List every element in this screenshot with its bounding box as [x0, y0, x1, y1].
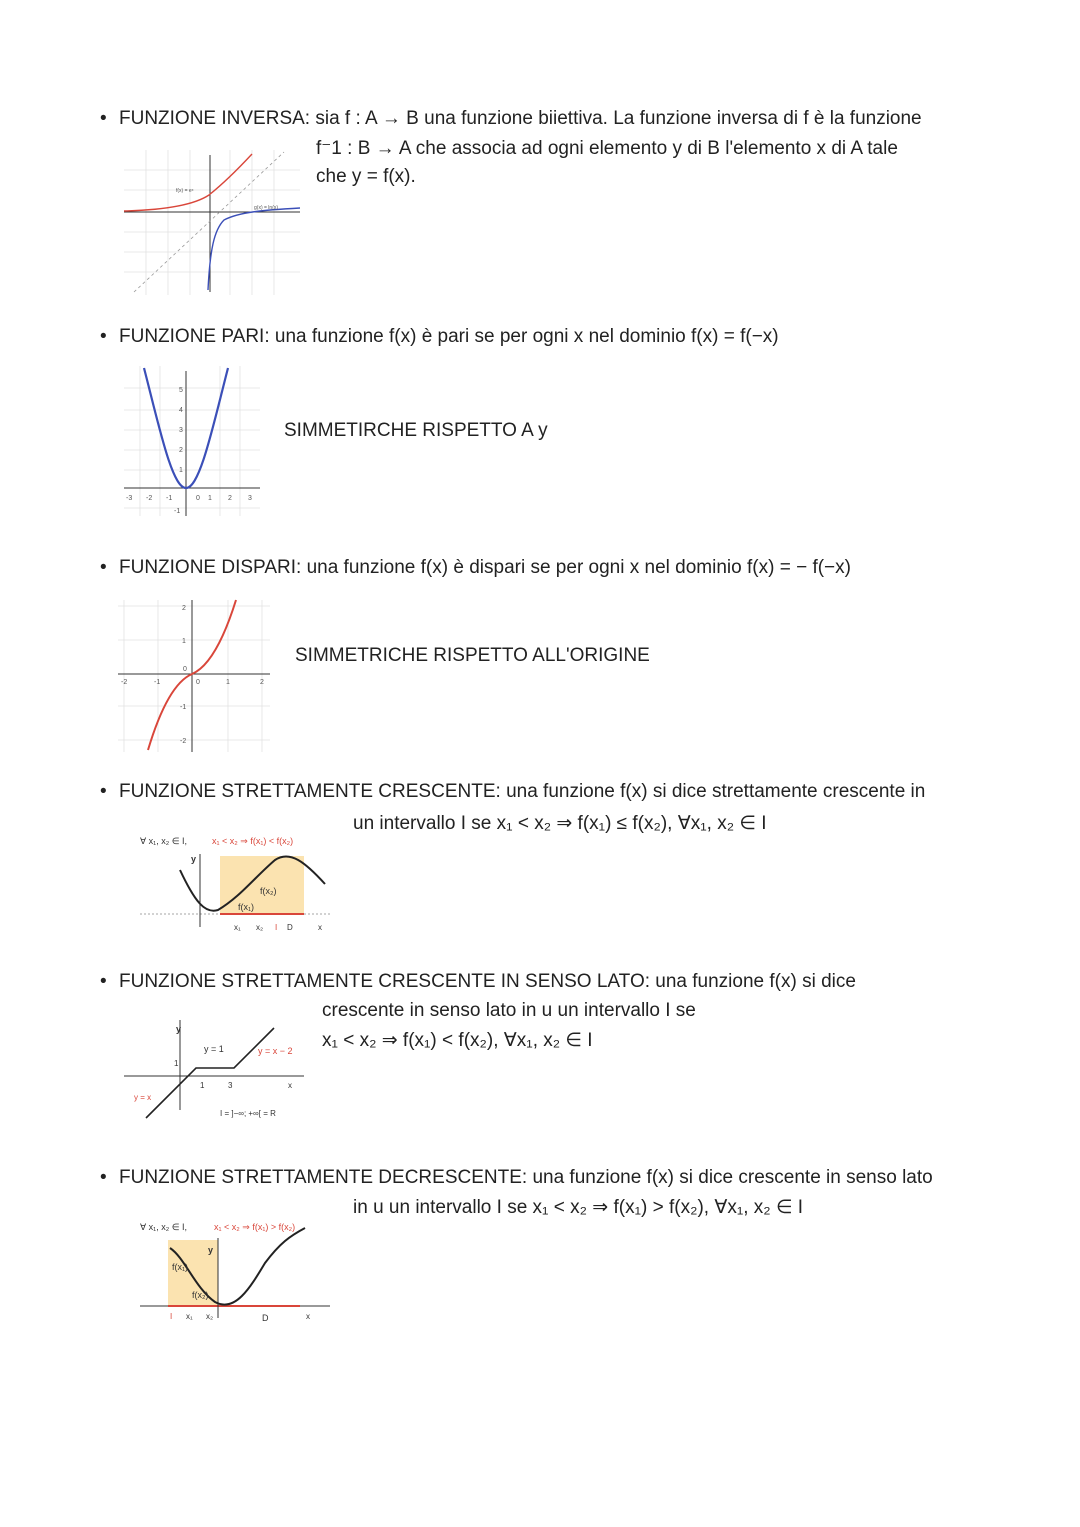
section-senso-lato-line-1	[119, 971, 856, 993]
section-title: FUNZIONE DISPARI:	[119, 557, 302, 578]
tick-label: 1	[226, 679, 230, 686]
tick-label: -2	[180, 738, 187, 745]
graph-label: x₁	[186, 1312, 193, 1321]
section-title: FUNZIONE STRETTAMENTE CRESCENTE:	[119, 781, 501, 802]
bullet: •	[100, 557, 107, 578]
tick-label: -3	[126, 495, 133, 502]
definition-text: x₁ < x₂ ⇒ f(x₁) < f(x₂), ∀x₁, x₂ ∈ I	[322, 1030, 593, 1051]
section-title: FUNZIONE PARI:	[119, 326, 270, 347]
graph-label: I = ]−∞; +∞[ = R	[220, 1109, 276, 1118]
section-decrescente-line-1	[119, 1167, 933, 1189]
definition-text: crescente in senso lato in u un intervallo I se	[322, 1000, 696, 1021]
tick-label: -1	[166, 495, 173, 502]
graph-label: f(x₂)	[260, 886, 277, 896]
definition-text: in u un intervallo I se x₁ < x₂ ⇒ f(x₁) > f(x₂), ∀x₁, x₂ ∈ I	[353, 1197, 804, 1218]
graph-label: f(x₂)	[192, 1290, 209, 1300]
tick-label: 1	[200, 1081, 205, 1090]
symmetry-caption: SIMMETIRCHE RISPETTO A y	[284, 420, 548, 441]
axis-label: y	[208, 1245, 214, 1255]
tick-label: 1	[208, 495, 212, 502]
definition-text: una funzione f(x) si dice	[655, 971, 856, 992]
graph-label: y = x − 2	[258, 1046, 293, 1056]
tick-label: 5	[179, 387, 183, 394]
axis-label: y	[176, 1024, 182, 1034]
graph-label: I	[275, 923, 278, 932]
graph-label: f(x₁)	[238, 902, 255, 912]
definition-text: una funzione f(x) si dice strettamente crescente in	[506, 781, 926, 802]
nondecreasing-function-graph	[124, 1020, 314, 1125]
graph-label: x₁ < x₂ ⇒ f(x₁) > f(x₂)	[214, 1222, 296, 1232]
graph-label: y = x	[134, 1093, 152, 1102]
bullet: •	[100, 326, 107, 347]
tick-label: -1	[174, 508, 181, 515]
tick-label: 0	[183, 666, 187, 673]
section-inversa-line-1	[119, 108, 922, 130]
increasing-function-graph	[140, 832, 340, 940]
definition-text: un intervallo I se x₁ < x₂ ⇒ f(x₁) ≤ f(x₂), ∀x₁, x₂ ∈ I	[353, 813, 767, 834]
axis-label: x	[288, 1081, 292, 1090]
graph-label: ∀ x₁, x₂ ∈ I,	[140, 836, 188, 846]
even-function-graph	[124, 366, 260, 516]
section-title: FUNZIONE STRETTAMENTE CRESCENTE IN SENSO LATO:	[119, 971, 650, 992]
tick-label: -2	[121, 679, 128, 686]
axis-label: x	[306, 1312, 310, 1321]
tick-label: 3	[179, 427, 183, 434]
tick-label: 1	[174, 1059, 179, 1068]
graph-label: x₂	[256, 923, 264, 932]
graph-label: x₁	[234, 923, 241, 932]
definition-text: una funzione f(x) si dice crescente in senso lato	[532, 1167, 933, 1188]
bullet: •	[100, 971, 107, 992]
definition-text: f⁻1 : B → A che associa ad ogni elemento y di B l'elemento x di A tale	[316, 138, 898, 159]
graph-label: y = 1	[204, 1044, 224, 1054]
tick-label: 0	[196, 495, 200, 502]
axis-label: x	[318, 923, 322, 932]
symmetry-caption: SIMMETRICHE RISPETTO ALL'ORIGINE	[295, 645, 650, 666]
graph-label: D	[262, 1313, 269, 1323]
axis-label: y	[191, 854, 197, 864]
tick-label: -2	[146, 495, 153, 502]
tick-label: -1	[154, 679, 161, 686]
section-pari-line	[119, 326, 779, 348]
graph-label: f(x₁)	[172, 1262, 189, 1272]
definition-text: sia f : A → B una funzione biiettiva. La funzione inversa di f è la funzione	[315, 108, 922, 129]
definition-text: una funzione f(x) è dispari se per ogni x nel dominio f(x) = − f(−x)	[306, 557, 851, 578]
bullet: •	[100, 108, 107, 129]
tick-label: 3	[228, 1081, 233, 1090]
tick-label: 2	[228, 495, 232, 502]
odd-function-graph	[118, 600, 270, 752]
tick-label: 0	[196, 679, 200, 686]
graph-label: x₁ < x₂ ⇒ f(x₁) < f(x₂)	[212, 836, 294, 846]
bullet: •	[100, 781, 107, 802]
inverse-function-graph	[124, 150, 300, 295]
tick-label: 1	[179, 467, 183, 474]
definition-text: una funzione f(x) è pari se per ogni x nel dominio f(x) = f(−x)	[274, 326, 779, 347]
decreasing-function-graph	[140, 1218, 340, 1326]
section-title: FUNZIONE STRETTAMENTE DECRESCENTE:	[119, 1167, 528, 1188]
bullet: •	[100, 1167, 107, 1188]
tick-label: 2	[182, 605, 186, 612]
graph-label: g(x) = ln(x)	[254, 205, 279, 211]
graph-label: f(x) = eˣ	[176, 188, 194, 194]
section-crescente-line-1	[119, 781, 925, 803]
tick-label: 3	[248, 495, 252, 502]
section-title: FUNZIONE INVERSA:	[119, 108, 311, 129]
graph-label: I	[170, 1312, 173, 1321]
definition-text: che y = f(x).	[316, 166, 416, 187]
graph-label: D	[287, 923, 293, 932]
tick-label: 4	[179, 407, 183, 414]
section-dispari-line	[119, 557, 851, 579]
graph-label: x₂	[206, 1312, 214, 1321]
tick-label: 2	[260, 679, 264, 686]
tick-label: -1	[180, 704, 187, 711]
graph-label: ∀ x₁, x₂ ∈ I,	[140, 1222, 188, 1232]
tick-label: 2	[179, 447, 183, 454]
tick-label: 1	[182, 638, 186, 645]
